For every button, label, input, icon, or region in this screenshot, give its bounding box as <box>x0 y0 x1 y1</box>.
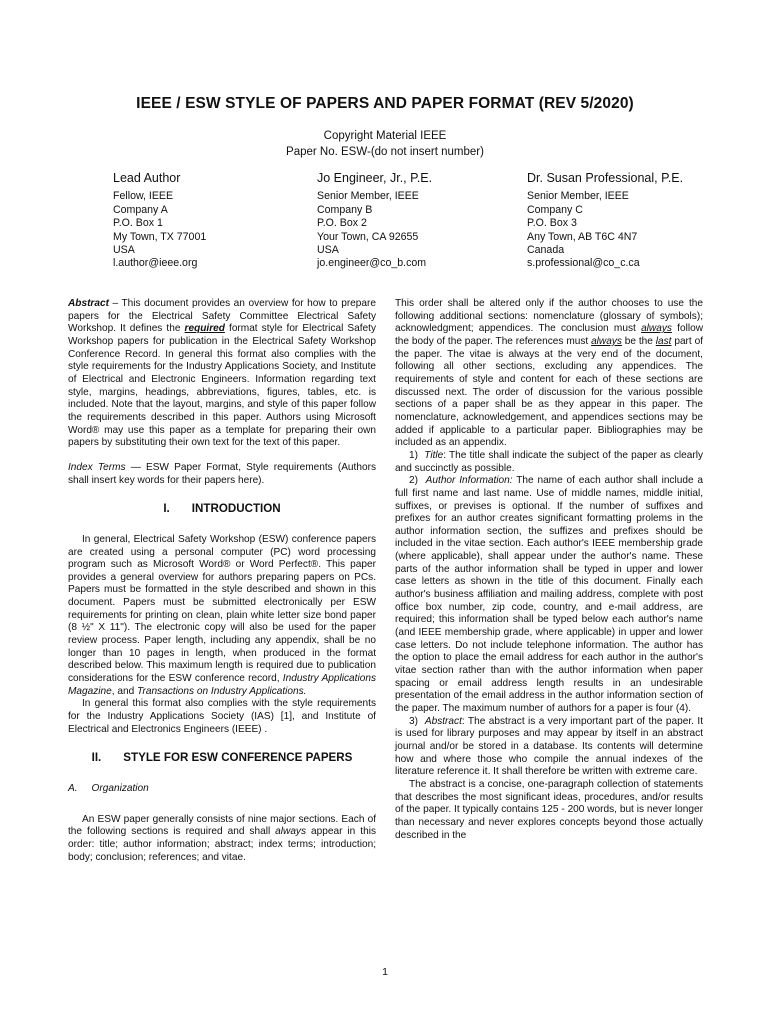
author-city: Your Town, CA 92655 <box>317 230 419 243</box>
paper-title: IEEE / ESW STYLE OF PAPERS AND PAPER FORMAT (REV 5/2020) <box>136 95 634 112</box>
list-number: 3) <box>409 715 418 727</box>
paper-subheading <box>0 128 770 160</box>
section-heading-style <box>68 752 376 765</box>
author-grade: Senior Member, IEEE <box>527 190 629 203</box>
italic-text: Transactions on Industry Applications. <box>137 685 307 697</box>
author-pobox: P.O. Box 3 <box>527 217 577 230</box>
author-name: Dr. Susan Professional, P.E. <box>527 171 684 185</box>
author-email: l.author@ieee.org <box>113 257 198 270</box>
author-pobox: P.O. Box 2 <box>317 217 367 230</box>
section-number: II. <box>91 751 102 765</box>
author-country: USA <box>317 244 339 257</box>
list-number: 2) <box>409 475 418 487</box>
italic-text: always <box>275 826 307 838</box>
organization-paragraph <box>68 814 376 865</box>
list-item-author-information <box>395 475 703 715</box>
list-label: Abstract <box>424 715 462 727</box>
right-column <box>395 298 703 842</box>
list-number: 1) <box>409 449 418 461</box>
index-terms-label: Index Terms <box>68 461 126 473</box>
body-text: follow the body of the paper. The references must <box>395 323 703 347</box>
author-company: Company B <box>317 203 373 216</box>
order-paragraph <box>395 298 703 450</box>
list-label: Title <box>424 449 444 461</box>
abstract-text: – This document provides an overview for how to prepare papers for the Electrical Safety Committee Electrical Safety Workshop. It defines the <box>68 298 376 335</box>
section-heading-introduction <box>68 503 376 516</box>
page-number: 1 <box>382 966 388 978</box>
body-text: The name of each author shall include a full first name and last name. Use of middle names, middle initial, suffixes, or previses is optional. If the number of suffixes and prefixes for an author creates significant formatting prolems in the author information section, the suffizes and prefixes should be included in the vitae section. Each author's IEEE membership grade (where applicable), shall appear under the author's name. These parts of the author information shall be typed in upper and lower case letters as shown in the title of this document. Finally each author's business affiliation and mailing address, complete with post office box number, zip code, country, and e-mail address, are required; this information shall be typed below each author's name (and IEEE membership grade, where applicable) in upper and lower case letters. Do not include telephone information. The author has the option to place the email address for each author in the author's vitae section rather than with the author information when paper spacing or email address length results in an undesirable presentation of the email address in the author information section of the paper. The maximum number of authors for a paper is four (4). <box>395 475 704 714</box>
index-terms-text: — ESW Paper Format, Style requirements (Authors shall insert key words for their papers here). <box>68 461 376 486</box>
section-title: INTRODUCTION <box>191 502 281 516</box>
required-emphasis: required <box>184 323 225 335</box>
body-text: appear in this order: title; author information; abstract; index terms; introduction; body; conclusion; references; and vitae. <box>68 826 376 863</box>
underlined-text: always <box>591 335 622 347</box>
body-text: : The abstract is a very important part of the paper. It is used for library purposes and may appear by itself in an abstract journal and/or be stored in a database. Its contents will determine how and where those who compile the annual indexes of the literature reference it. It shall therefore be written with extreme care. <box>395 715 703 778</box>
subsection-heading-organization <box>68 783 376 796</box>
list-item-abstract <box>395 716 703 779</box>
intro-paragraph-1 <box>68 534 376 699</box>
intro-paragraph-2: In general this format also complies with the style requirements for the Industry Applications Society (IAS) [1], and Institute of Electrical and Electronics Engineers (IEEE) . <box>68 698 376 735</box>
list-item-title <box>395 450 703 475</box>
author-company: Company A <box>113 203 168 216</box>
body-text: This order shall be altered only if the author chooses to use the following additional sections: nomenclature (glossary of symbols); acknowledgment; appendices. The conclusion must <box>395 298 703 335</box>
author-pobox: P.O. Box 1 <box>113 217 163 230</box>
left-column <box>68 298 376 864</box>
subsection-number: A. <box>68 783 78 794</box>
author-city: Any Town, AB T6C 4N7 <box>527 230 638 243</box>
abstract-paragraph <box>68 298 376 450</box>
author-company: Company C <box>527 203 583 216</box>
author-block-3 <box>527 172 683 271</box>
author-block-2 <box>317 172 432 271</box>
author-email: s.professional@co_c.ca <box>527 257 640 270</box>
author-name: Lead Author <box>113 171 181 185</box>
body-text: In general, Electrical Safety Workshop (ESW) conference papers are created using a personal computer (PC) word processing program such as Microsoft Word® or Word Perfect®. This paper provides a general overview for authors preparing papers on PCs. Papers must be formatted in the style described and shown in this document. Papers must be submitted electronically per ESW requirements for printing on clean, plain white letter size bond paper (8 ½" X 11"). The electronic copy will also be used for the paper review process. Paper length, including any appendix, shall be no longer than 10 pages in length, when produced in the format described below. This maximum length is required due to publication considerations for the ESW conference record, <box>68 533 376 685</box>
copyright-line: Copyright Material IEEE <box>323 130 447 142</box>
author-country: USA <box>113 244 135 257</box>
abstract-description-paragraph: The abstract is a concise, one-paragraph collection of statements that describes the most significant ideas, procedures, and/or results of the paper. It typically contains 125 - 200 words, but is never longer than necessary and never explores concepts beyond those actually described in the <box>395 778 703 841</box>
section-title: STYLE FOR ESW CONFERENCE PAPERS <box>123 751 353 765</box>
body-text: be the <box>621 335 656 347</box>
index-terms-paragraph <box>68 462 376 487</box>
author-country: Canada <box>527 244 565 257</box>
underlined-text: last <box>655 335 672 347</box>
abstract-label: Abstract <box>68 298 109 309</box>
author-city: My Town, TX 77001 <box>113 230 207 243</box>
author-email: jo.engineer@co_b.com <box>317 257 427 270</box>
subsection-title: Organization <box>91 783 149 794</box>
body-text: , and <box>111 685 138 697</box>
paper-number-line: Paper No. ESW-(do not insert number) <box>286 146 484 158</box>
author-block-1 <box>113 172 206 271</box>
author-name: Jo Engineer, Jr., P.E. <box>317 171 433 185</box>
section-number: I. <box>163 502 170 516</box>
body-text: An ESW paper generally consists of nine major sections. Each of the following sections is required and shall <box>68 813 376 838</box>
author-grade: Senior Member, IEEE <box>317 190 419 203</box>
body-text: part of the paper. The vitae is always at the very end of the document, following all other sections, excluding any appendices. The requirements of style and content for each of these sections are discussed next. The order of discussion for the various possible sections of a paper shall be as they appear in this paper. The nomenclature, acknowledgement, and appendices sections may be added if applicable to a particular paper. Bibliographies may be included as an appendix. <box>395 335 703 449</box>
underlined-text: always <box>641 323 672 335</box>
list-label: Author Information: <box>425 475 513 487</box>
body-text: : The title shall indicate the subject of the paper as clearly and succinctly as possible. <box>395 449 704 474</box>
italic-text: Industry Applications Magazine <box>68 673 376 697</box>
abstract-text: format style for Electrical Safety Workshop papers for publication in the Electrical Safety Workshop Conference Record. In general this format also complies with the style requirements for the Industry Applications Society, and Institute of Electrical and Electronic Engineers. Information regarding text style, margins, headings, abbreviations, figures, tables, etc. is included. Note that the layout, margins, and style of this paper follow the requirements described in this paper. Authors using Microsoft Word® may use this paper as a template for preparing their own papers by substituting their own text for the text of this paper. <box>68 323 376 449</box>
author-grade: Fellow, IEEE <box>113 190 174 203</box>
